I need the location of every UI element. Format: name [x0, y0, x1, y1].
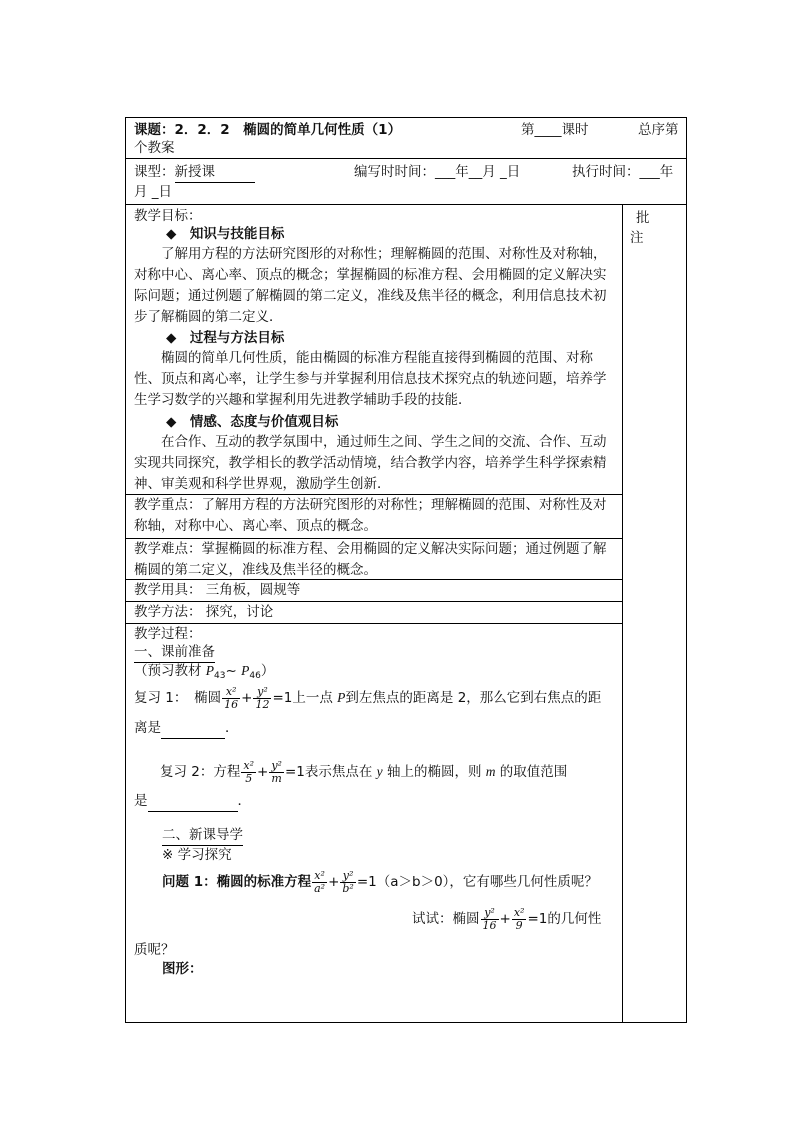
difficulty: 教学难点：掌握椭圆的标准方程、会用椭圆的定义解决实际问题；通过例题了解椭圆的第二定义，准线及焦半径的概念。 [134, 541, 607, 578]
exec-time-cont: 月 _日 [134, 184, 173, 200]
fraction: $\frac{\text{x²}}{\text{a²}}$ [314, 868, 326, 895]
note-label: 注 [630, 230, 644, 246]
try-it-cont: 质呢？ [134, 942, 175, 958]
process-heading: 教学过程： [134, 626, 202, 642]
write-time: 编写时时间：___年__月 _日 [354, 164, 521, 180]
knowledge-goal-title: ◆ 知识与技能目标 [166, 226, 285, 242]
lesson-plan-table [125, 117, 687, 1023]
figure-label: 图形： [162, 961, 203, 977]
fraction: $\frac{\text{x²}}{9}$ [513, 905, 525, 932]
emotion-goal-text: 在合作、互动的教学氛围中，通过师生之间、学生之间的交流、合作、互动实现共同探究，教学相长的教学活动情境，结合教学内容，培养学生科学探索精神、审美观和科学世界观，激励学生创新． [134, 434, 607, 492]
lesson-title: 课题：2．2．2 椭圆的简单几何性质（1） [134, 122, 402, 138]
explore-title: ※ 学习探究 [162, 847, 232, 863]
teaching-tools: 教学用具： 三角板，圆规等 [134, 582, 301, 598]
question-1: 问题 1：椭圆的标准方程 $\frac{\text{x²}}{\text{a²}}$ + $\frac{\text{y²}}{\text{b²}}$ =1（a＞b＞0），它有哪些几何性质呢？ [162, 868, 598, 895]
key-point: 教学重点：了解用方程的方法研究图形的对称性；理解椭圆的范围、对称性及对称轴，对称中心、离心率、顶点的概念。 [134, 497, 607, 534]
fraction: $\frac{\text{y²}}{12}$ [255, 684, 270, 711]
review-2: 复习 2：方程 $\frac{\text{x²}}{5}$ + $\frac{\text{y²}}{m}$ =1表示焦点在 y 轴上的椭圆，则 m 的取值范围 [160, 758, 568, 785]
preview-range: （预习教材 $P_{43}\sim$ $P_{46}$） [134, 663, 275, 681]
knowledge-goal-text: 了解用方程的方法研究图形的对称性；理解椭圆的范围、对称性及对称轴，对称中心、离心率、顶点的概念；掌握椭圆的标准方程、会用椭圆的定义解决实际问题；通过例题了解椭圆的第二定义，准线及焦半径的概念，利用信息技术初步了解椭圆的第二定义． [134, 246, 607, 325]
fraction: $\frac{\text{x²}}{5}$ [243, 758, 255, 785]
review-2-cont: 是 ． [134, 791, 251, 812]
total-sequence-cont: 个教案 [134, 140, 175, 156]
emotion-goal-title: ◆ 情感、态度与价值观目标 [166, 414, 339, 430]
divider [126, 158, 686, 159]
lesson-type: 课型：新授课 [134, 162, 255, 183]
teaching-method: 教学方法： 探究，讨论 [134, 604, 274, 620]
prep-title: 一、课前准备 [134, 642, 215, 663]
goals-heading: 教学目标： [134, 208, 202, 224]
try-it: 试试：椭圆 $\frac{\text{y²}}{16}$ + $\frac{\text{x²}}{9}$ =1的几何性 [412, 905, 602, 932]
review-1-cont: 离是 ． [134, 718, 239, 739]
note-label: 批 [636, 210, 650, 226]
fraction: $\frac{\text{y²}}{m}$ [271, 758, 282, 785]
divider [126, 204, 686, 205]
review-1: 复习 1： 椭圆 $\frac{\text{x²}}{16}$ + $\frac{\text{y²}}{12}$ =1上一点 P到左焦点的距离是 2，那么它到右焦点的距 [134, 684, 602, 711]
total-sequence: 总序第 [638, 122, 679, 138]
lesson-number: 第____课时 [521, 122, 589, 138]
new-lesson-title: 二、新课导学 [162, 825, 243, 846]
note-column-divider [622, 204, 623, 1022]
fraction: $\frac{\text{y²}}{\text{b²}}$ [342, 868, 354, 895]
exec-time: 执行时间：___年 [572, 164, 674, 180]
process-goal-title: ◆ 过程与方法目标 [166, 330, 285, 346]
process-goal-text: 椭圆的简单几何性质，能由椭圆的标准方程能直接得到椭圆的范围、对称性、顶点和离心率，让学生参与并掌握利用信息技术探究点的轨迹问题，培养学生学习数学的兴趣和掌握利用先进教学辅助手段的技能． [134, 350, 607, 408]
fraction: $\frac{\text{y²}}{16}$ [482, 905, 497, 932]
fraction: $\frac{\text{x²}}{16}$ [224, 684, 239, 711]
